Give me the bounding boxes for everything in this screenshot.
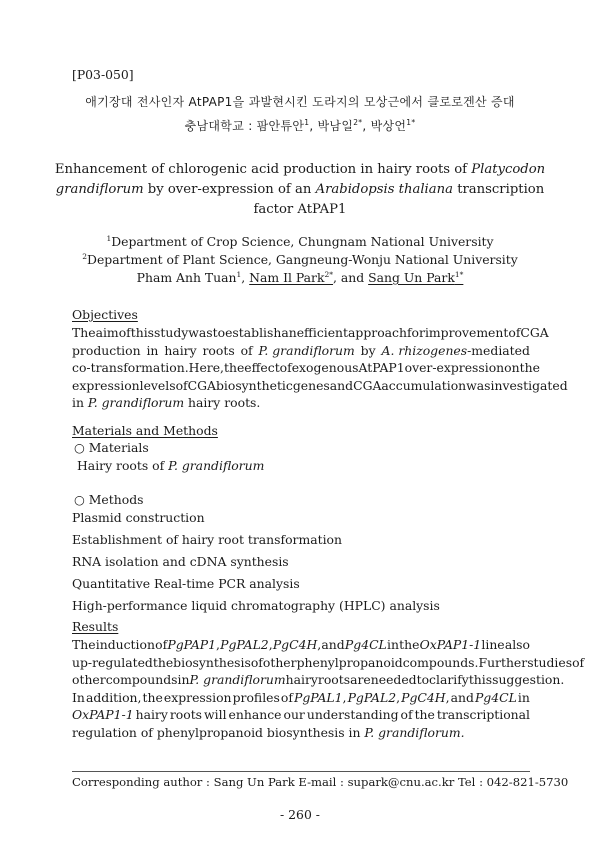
word: of bbox=[279, 360, 292, 376]
objectives-line bbox=[72, 394, 530, 412]
author-superscript: 1* bbox=[454, 270, 464, 279]
abstract-code: [P03-050] bbox=[72, 67, 134, 82]
word: PgPAL2, bbox=[220, 637, 273, 652]
affiliation-text: Department of Plant Science, Gangneung-Wonju National University bbox=[87, 252, 518, 267]
english-title-line-3: factor AtPAP1 bbox=[253, 202, 347, 217]
word: hairy bbox=[285, 672, 318, 688]
word: efficient bbox=[296, 325, 349, 340]
word: was bbox=[188, 325, 213, 340]
word: over-expression bbox=[404, 360, 505, 376]
body-text: in bbox=[72, 395, 88, 411]
word: will bbox=[204, 707, 227, 723]
word: of bbox=[280, 689, 293, 705]
word: hairy bbox=[164, 342, 197, 358]
word: A. rhizogenes-mediated bbox=[381, 342, 530, 358]
word: co-transformation. bbox=[72, 360, 189, 376]
word: understanding bbox=[306, 707, 399, 723]
word: establish bbox=[225, 325, 282, 340]
title-text: by over-expression of an bbox=[143, 182, 316, 197]
word: expression bbox=[163, 689, 232, 705]
word: this bbox=[468, 672, 493, 688]
word: production bbox=[72, 342, 141, 358]
korean-author-name: , 박상언 bbox=[362, 119, 407, 133]
word: in bbox=[146, 342, 159, 358]
word: other bbox=[262, 654, 297, 670]
corresponding-author: Corresponding author : Sang Un Park E-mail : supark@cnu.ac.kr Tel : 042-821-5730 bbox=[72, 775, 569, 789]
word: exogenous bbox=[291, 360, 359, 376]
korean-author-name: , 박남일 bbox=[309, 119, 354, 133]
title-text: Enhancement of chlorogenic acid production in hairy roots of bbox=[54, 162, 472, 177]
word: study bbox=[154, 325, 189, 340]
english-title-line-2 bbox=[0, 180, 600, 200]
word: hairy bbox=[135, 707, 168, 723]
word: the bbox=[414, 707, 435, 723]
word: The bbox=[72, 637, 96, 652]
word: transcriptional bbox=[436, 707, 530, 723]
word: PgPAP1, bbox=[167, 637, 220, 652]
word: of bbox=[508, 325, 521, 340]
word: CGA bbox=[187, 377, 216, 393]
word: Further bbox=[478, 654, 528, 670]
word: up-regulated bbox=[72, 654, 153, 670]
objectives-heading: Objectives bbox=[72, 307, 138, 322]
word: CGA bbox=[520, 325, 549, 340]
word: compounds bbox=[105, 672, 178, 688]
method-item: Quantitative Real-time PCR analysis bbox=[72, 576, 300, 591]
word: OxPAP1-1 bbox=[72, 707, 134, 723]
materials-label: ○ Materials bbox=[74, 440, 149, 455]
word: aim bbox=[95, 325, 119, 340]
word: in bbox=[177, 672, 190, 688]
word: phenylpropanoid bbox=[296, 654, 403, 670]
word: PgC4H, bbox=[401, 689, 450, 705]
author-name: Sang Un Park bbox=[368, 270, 455, 285]
title-text: transcription bbox=[453, 182, 545, 197]
author-superscript: 1* bbox=[406, 118, 416, 127]
word: OxPAP1-1 bbox=[419, 637, 482, 652]
footer-rule bbox=[72, 771, 530, 772]
word: Pg4CL bbox=[474, 689, 517, 705]
word: CGA bbox=[353, 377, 382, 393]
word: an bbox=[281, 325, 297, 340]
objectives-paragraph bbox=[72, 324, 568, 412]
species-name: P. grandiflorum. bbox=[364, 724, 465, 740]
korean-title: 애기장대 전사인자 AtPAP1을 과발현시킨 도라지의 모상근에서 클로로겐산 증대 bbox=[85, 95, 515, 109]
species-name: P. grandiflorum bbox=[168, 458, 265, 473]
word: by bbox=[360, 342, 376, 358]
word: was bbox=[466, 377, 491, 393]
word: clarify bbox=[429, 672, 469, 688]
author-superscript: 1 bbox=[236, 270, 242, 279]
body-text: regulation of phenylpropanoid biosynthesis in bbox=[72, 724, 365, 740]
word: profiles bbox=[232, 689, 280, 705]
results-line bbox=[72, 724, 530, 742]
page-number: - 260 - bbox=[280, 807, 320, 822]
english-title-line-1 bbox=[0, 160, 600, 180]
word: of bbox=[400, 707, 413, 723]
author-superscript: 1 bbox=[304, 118, 310, 127]
word: effect bbox=[244, 360, 280, 376]
word: the bbox=[152, 654, 174, 670]
species-name: P. grandiflorum bbox=[87, 395, 185, 411]
word: also bbox=[504, 637, 530, 652]
word: genes bbox=[292, 377, 330, 393]
results-paragraph bbox=[72, 636, 585, 742]
korean-authors bbox=[0, 117, 600, 134]
word: of bbox=[572, 654, 585, 670]
word: in bbox=[386, 637, 399, 652]
word: addition, bbox=[85, 689, 142, 705]
word: and bbox=[450, 689, 474, 705]
word: this bbox=[130, 325, 155, 340]
word: induction bbox=[95, 637, 155, 652]
results-heading: Results bbox=[72, 619, 119, 634]
word: of bbox=[250, 654, 263, 670]
author-superscript: 2* bbox=[324, 270, 334, 279]
author-name-underlined bbox=[249, 270, 333, 285]
objectives-line bbox=[72, 324, 549, 342]
word: the bbox=[223, 360, 245, 376]
word: of bbox=[240, 342, 253, 358]
word: expression bbox=[72, 377, 140, 393]
word: the bbox=[399, 637, 420, 652]
word: AtPAP1 bbox=[358, 360, 405, 376]
results-line bbox=[72, 689, 530, 707]
word: needed bbox=[370, 672, 417, 688]
affiliation-text: Department of Crop Science, Chungnam National University bbox=[111, 234, 494, 249]
word: to bbox=[212, 325, 226, 340]
materials-text bbox=[77, 457, 264, 475]
word: improvement bbox=[424, 325, 509, 340]
word: PgPAL2, bbox=[347, 689, 401, 705]
word: the bbox=[142, 689, 163, 705]
word: Pg4CL bbox=[344, 637, 387, 652]
title-species: Arabidopsis thaliana bbox=[315, 182, 453, 197]
word: The bbox=[72, 325, 96, 340]
word: to bbox=[416, 672, 430, 688]
author-name: Pham Anh Tuan bbox=[136, 270, 237, 285]
word: of bbox=[118, 325, 131, 340]
word: In bbox=[72, 689, 85, 705]
word: roots bbox=[202, 342, 235, 358]
body-text: Hairy roots of bbox=[77, 458, 169, 473]
author-name-underlined bbox=[368, 270, 463, 285]
word: approach bbox=[348, 325, 407, 340]
word: for bbox=[406, 325, 425, 340]
results-line bbox=[72, 671, 565, 689]
methods-heading: Materials and Methods bbox=[72, 423, 218, 438]
word: the bbox=[519, 360, 540, 376]
methods-label: ○ Methods bbox=[74, 492, 144, 507]
objectives-line bbox=[72, 342, 530, 360]
word: investigated bbox=[490, 377, 568, 393]
objectives-line bbox=[72, 377, 568, 395]
word: of bbox=[175, 377, 188, 393]
affiliation-superscript: 1 bbox=[106, 234, 112, 243]
word: accumulation bbox=[381, 377, 467, 393]
word: and bbox=[329, 377, 354, 393]
word: line bbox=[481, 637, 505, 652]
method-item: RNA isolation and cDNA synthesis bbox=[72, 554, 289, 569]
word: other bbox=[72, 672, 106, 688]
results-line bbox=[72, 654, 585, 672]
method-item: High-performance liquid chromatography (HPLC) analysis bbox=[72, 598, 440, 613]
results-line bbox=[72, 706, 530, 724]
word: studies bbox=[527, 654, 573, 670]
affiliation-superscript: 2 bbox=[82, 252, 88, 261]
word: P. grandiflorum bbox=[189, 672, 286, 688]
word: roots bbox=[317, 672, 351, 688]
word: suggestion. bbox=[492, 672, 565, 688]
word: our bbox=[283, 707, 305, 723]
word: are bbox=[350, 672, 371, 688]
word: biosynthesis bbox=[173, 654, 251, 670]
word: in bbox=[517, 689, 530, 705]
title-genus: Platycodon bbox=[471, 162, 546, 177]
affiliation-2 bbox=[0, 251, 600, 269]
method-item: Establishment of hairy root transformation bbox=[72, 532, 342, 547]
word: and bbox=[321, 637, 345, 652]
korean-affiliation: 충남대학교 : 팜안튜안 bbox=[184, 119, 305, 133]
word: roots bbox=[169, 707, 203, 723]
title-species: grandiflorum bbox=[55, 182, 144, 197]
word: PgPAL1, bbox=[294, 689, 347, 705]
word: compounds. bbox=[402, 654, 479, 670]
objectives-line bbox=[72, 359, 540, 377]
method-item: Plasmid construction bbox=[72, 510, 205, 525]
author-list bbox=[0, 269, 600, 287]
author-name: Nam Il Park bbox=[249, 270, 325, 285]
word: levels bbox=[139, 377, 176, 393]
word: of bbox=[155, 637, 168, 652]
author-superscript: 2* bbox=[353, 118, 363, 127]
word: enhance bbox=[228, 707, 282, 723]
body-text: hairy roots. bbox=[184, 395, 261, 411]
word: biosynthetic bbox=[215, 377, 293, 393]
affiliation-1 bbox=[0, 233, 600, 251]
author-separator: , and bbox=[333, 270, 369, 285]
word: PgC4H, bbox=[272, 637, 322, 652]
author-separator: , bbox=[241, 270, 250, 285]
word: on bbox=[504, 360, 520, 376]
results-line bbox=[72, 636, 530, 654]
word: P. grandiflorum bbox=[258, 342, 355, 358]
word: Here, bbox=[188, 360, 224, 376]
